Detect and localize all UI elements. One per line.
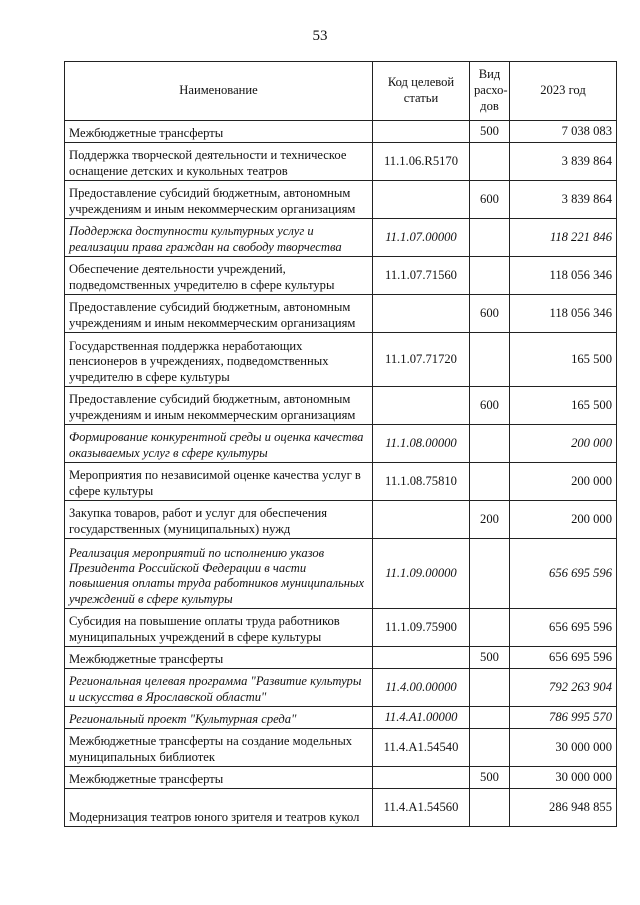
cell-amount: 200 000 [510,463,617,501]
cell-code: 11.1.07.71720 [373,333,470,387]
cell-type: 500 [470,121,510,143]
cell-amount: 656 695 596 [510,609,617,647]
table-row [65,669,617,707]
cell-name: Поддержка доступности культурных услуг и реализации права граждан на свободу творчества [65,219,373,257]
cell-code [373,121,470,143]
cell-type: 500 [470,647,510,669]
cell-name: Региональная целевая программа "Развитие культуры и искусства в Ярославской области" [65,669,373,707]
cell-code: 11.1.09.75900 [373,609,470,647]
table-row [65,789,617,827]
cell-amount: 792 263 904 [510,669,617,707]
table-row [65,257,617,295]
cell-type [470,257,510,295]
table-row [65,387,617,425]
cell-code [373,501,470,539]
cell-code: 11.1.07.00000 [373,219,470,257]
cell-type [470,789,510,827]
table-row [65,333,617,387]
cell-amount: 165 500 [510,387,617,425]
table-body [65,121,617,827]
cell-code [373,767,470,789]
budget-table [64,61,617,827]
table-row [65,501,617,539]
cell-type [470,669,510,707]
table-row [65,463,617,501]
cell-type: 600 [470,387,510,425]
cell-name: Закупка товаров, работ и услуг для обеспечения государственных (муниципальных) нужд [65,501,373,539]
cell-name: Модернизация театров юного зрителя и театров кукол [65,789,373,827]
cell-code [373,647,470,669]
table-row [65,181,617,219]
cell-name: Межбюджетные трансферты [65,647,373,669]
table-row [65,707,617,729]
cell-amount: 786 995 570 [510,707,617,729]
cell-name: Межбюджетные трансферты [65,767,373,789]
cell-amount: 30 000 000 [510,729,617,767]
cell-type [470,609,510,647]
cell-amount: 656 695 596 [510,539,617,609]
cell-type [470,143,510,181]
table-row [65,143,617,181]
table-row [65,219,617,257]
header-year: 2023 год [510,62,617,121]
cell-amount: 3 839 864 [510,143,617,181]
cell-name: Государственная поддержка неработающих пенсионеров в учреждениях, подведомственных учредителю в сфере культуры [65,333,373,387]
cell-amount: 7 038 083 [510,121,617,143]
cell-type: 200 [470,501,510,539]
cell-amount: 165 500 [510,333,617,387]
table-row [65,609,617,647]
cell-name: Межбюджетные трансферты [65,121,373,143]
cell-amount: 30 000 000 [510,767,617,789]
cell-name: Мероприятия по независимой оценке качества услуг в сфере культуры [65,463,373,501]
cell-name: Предоставление субсидий бюджетным, автономным учреждениям и иным некоммерческим организациям [65,295,373,333]
cell-name: Поддержка творческой деятельности и техническое оснащение детских и кукольных театров [65,143,373,181]
cell-type [470,539,510,609]
cell-code: 11.4.A1.00000 [373,707,470,729]
cell-name: Региональный проект "Культурная среда" [65,707,373,729]
cell-name: Предоставление субсидий бюджетным, автономным учреждениям и иным некоммерческим организациям [65,181,373,219]
cell-code: 11.4.A1.54560 [373,789,470,827]
cell-type: 600 [470,295,510,333]
cell-name: Субсидия на повышение оплаты труда работников муниципальных учреждений в сфере культуры [65,609,373,647]
cell-amount: 3 839 864 [510,181,617,219]
header-row [65,62,617,121]
table-row [65,729,617,767]
cell-code [373,387,470,425]
page-number: 53 [312,28,328,44]
cell-type: 600 [470,181,510,219]
header-code: Код целевой статьи [373,62,470,121]
cell-amount: 286 948 855 [510,789,617,827]
cell-amount: 200 000 [510,501,617,539]
cell-code: 11.1.08.00000 [373,425,470,463]
cell-type [470,729,510,767]
table-row [65,425,617,463]
cell-type [470,463,510,501]
cell-amount: 118 056 346 [510,257,617,295]
cell-name: Обеспечение деятельности учреждений, подведомственных учредителю в сфере культуры [65,257,373,295]
table-row [65,767,617,789]
cell-name: Формирование конкурентной среды и оценка качества оказываемых услуг в сфере культуры [65,425,373,463]
header-name: Наименование [65,62,373,121]
cell-amount: 656 695 596 [510,647,617,669]
cell-type [470,219,510,257]
cell-name: Предоставление субсидий бюджетным, автономным учреждениям и иным некоммерческим организациям [65,387,373,425]
table-row [65,121,617,143]
cell-code [373,295,470,333]
table-row [65,647,617,669]
cell-type [470,707,510,729]
cell-amount: 118 221 846 [510,219,617,257]
cell-amount: 200 000 [510,425,617,463]
table-row [65,295,617,333]
cell-code: 11.4.A1.54540 [373,729,470,767]
cell-code: 11.1.08.75810 [373,463,470,501]
cell-code [373,181,470,219]
cell-code: 11.1.07.71560 [373,257,470,295]
cell-amount: 118 056 346 [510,295,617,333]
cell-code: 11.1.06.R5170 [373,143,470,181]
cell-name: Межбюджетные трансферты на создание модельных муниципальных библиотек [65,729,373,767]
table-row [65,539,617,609]
cell-code: 11.1.09.00000 [373,539,470,609]
header-type: Вид расхо-дов [470,62,510,121]
cell-type [470,333,510,387]
cell-name: Реализация мероприятий по исполнению указов Президента Российской Федерации в части повышения оплаты труда работников муниципальных учреждений в сфере культуры [65,539,373,609]
cell-type: 500 [470,767,510,789]
cell-code: 11.4.00.00000 [373,669,470,707]
cell-type [470,425,510,463]
